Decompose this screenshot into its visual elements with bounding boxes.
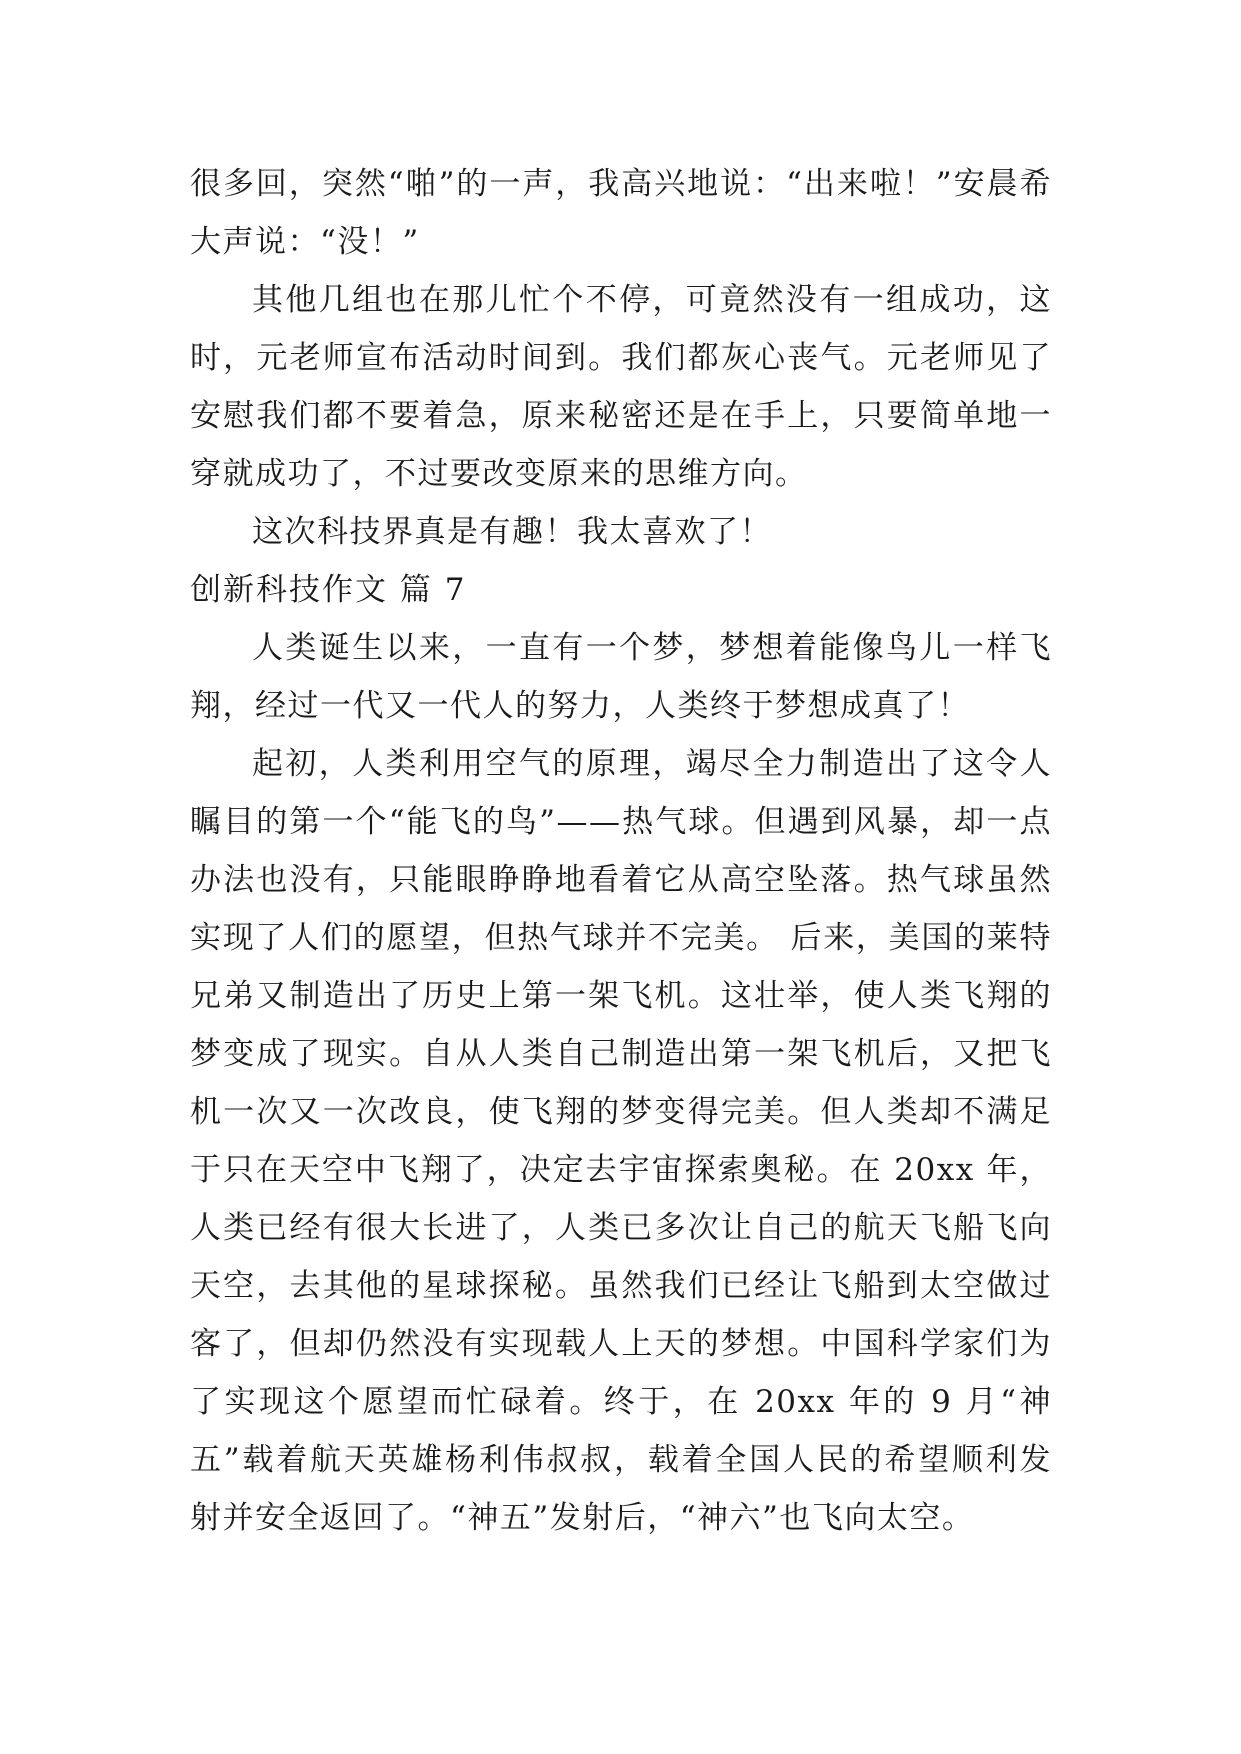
section-heading: 创新科技作文 篇 7: [190, 572, 467, 608]
paragraph: 这次科技界真是有趣！我太喜欢了！: [252, 514, 772, 550]
document-body: [190, 155, 1052, 1547]
paragraph-continued: 很多回，突然“啪”的一声，我高兴地说：“出来啦！”安晨希大声说：“没！”: [190, 166, 1052, 260]
paragraph: 人类诞生以来，一直有一个梦，梦想着能像鸟儿一样飞翔，经过一代又一代人的努力，人类终于梦想成真了！: [190, 630, 1052, 724]
paragraph: 起初，人类利用空气的原理，竭尽全力制造出了这令人瞩目的第一个“能飞的鸟”——热气球。但遇到风暴，却一点办法也没有，只能眼睁睁地看着它从高空坠落。热气球虽然实现了人们的愿望，但热气球并不完美。 后来，美国的莱特兄弟又制造出了历史上第一架飞机。这壮举，使人类飞翔的梦变成了现实。自从人类自己制造出第一架飞机后，又把飞机一次又一次改良，使飞翔的梦变得完美。但人类却不满足于只在天空中飞翔了，决定去宇宙探索奥秘。在 20xx 年，人类已经有很大长进了，人类已多次让自己的航天飞船飞向天空，去其他的星球探秘。虽然我们已经让飞船到太空做过客了，但却仍然没有实现载人上天的梦想。中国科学家们为了实现这个愿望而忙碌着。终于，在 20xx 年的 9 月“神五”载着航天英雄杨利伟叔叔，载着全国人民的希望顺利发射并安全返回了。“神五”发射后，“神六”也飞向太空。: [190, 746, 1052, 1536]
paragraph: 其他几组也在那儿忙个不停，可竟然没有一组成功，这时，元老师宣布活动时间到。我们都灰心丧气。元老师见了安慰我们都不要着急，原来秘密还是在手上，只要简单地一穿就成功了，不过要改变原来的思维方向。: [190, 282, 1052, 492]
